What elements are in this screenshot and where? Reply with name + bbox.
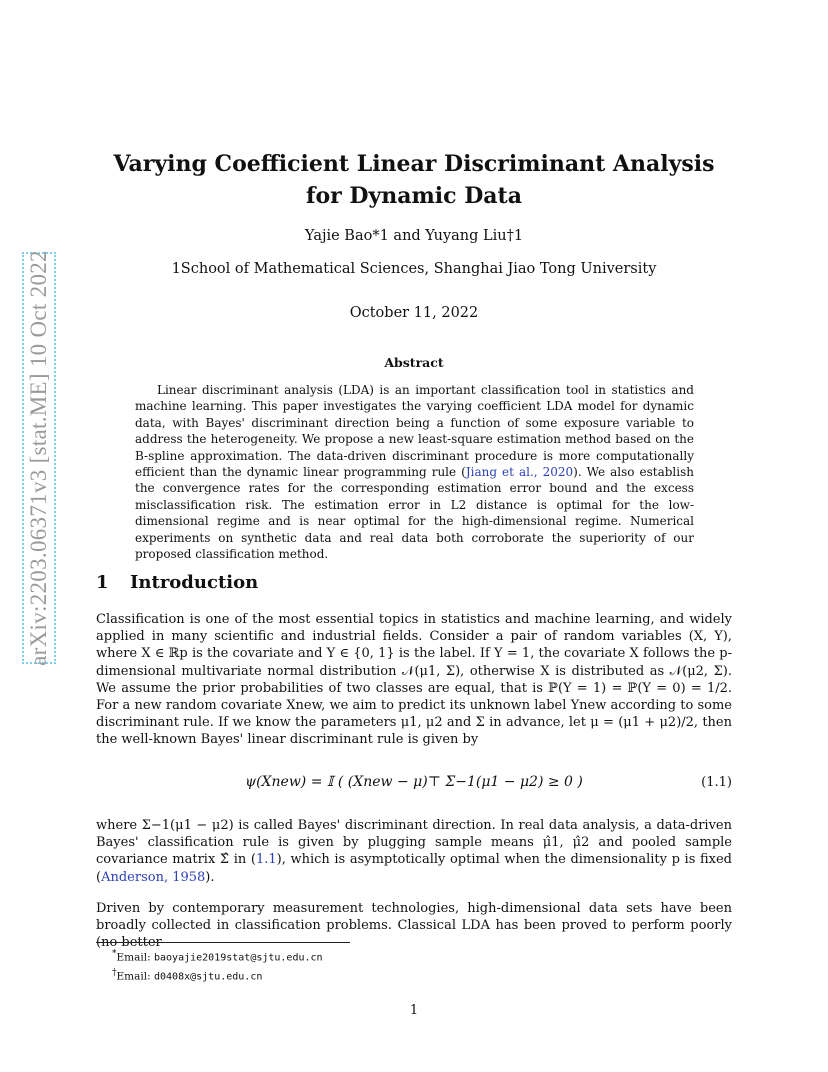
p2-part-c: ). bbox=[205, 869, 215, 885]
equation-ref-link[interactable]: 1.1 bbox=[255, 852, 277, 868]
abstract-part-2: ). We also establish the convergence rates for the corresponding estimation error bound and the excess misclassification risk. The estimation error in L2 distance is optimal for the low-dimensional regime and is near optimal for the high-dimensional regime. Numerical experiments on synthetic data and real data both corroborate the superiority of our proposed classification method. bbox=[135, 465, 694, 562]
section-heading bbox=[96, 572, 258, 593]
p2-part-a: where Σ−1(μ1 − μ2) is called Bayes' discriminant direction. In real data analysis, a data-driven Bayes' classification rule is given by plugging sample means μ̂1, μ̂2 and pooled sample covariance matrix Σ̂ in ( bbox=[96, 818, 732, 868]
abstract-text bbox=[135, 382, 694, 562]
p2-part-b: ), which is asymptotically optimal when the dimensionality p is fixed ( bbox=[96, 852, 732, 885]
intro-paragraph-2 bbox=[96, 817, 732, 886]
equation-number: (1.1) bbox=[701, 775, 732, 790]
email-2: d0408x@sjtu.edu.cn bbox=[153, 971, 263, 982]
affiliation: 1School of Mathematical Sciences, Shanghai Jiao Tong University bbox=[171, 261, 657, 277]
footnote-rule bbox=[96, 942, 350, 943]
page-number: 1 bbox=[409, 1003, 419, 1018]
equation-1-1 bbox=[96, 770, 732, 802]
footnote-label-2: Email: bbox=[116, 970, 154, 982]
arxiv-id-stamp[interactable]: arXiv:2203.06371v3 [stat.ME] 10 Oct 2022 bbox=[26, 250, 51, 666]
author-list: Yajie Bao*1 and Yuyang Liu†1 bbox=[304, 228, 524, 244]
footnote-2 bbox=[112, 966, 323, 985]
footnote-label-1: Email: bbox=[116, 951, 154, 964]
publication-date: October 11, 2022 bbox=[349, 305, 479, 321]
footnotes bbox=[112, 947, 323, 984]
section-title: Introduction bbox=[130, 572, 259, 593]
paper-title: Varying Coefficient Linear Discriminant Analysis for Dynamic Data bbox=[113, 151, 715, 209]
intro-paragraph-3: Driven by contemporary measurement technologies, high-dimensional data sets have been broadly collected in classification problems. Classical LDA has been proved to perform poorly (no better bbox=[96, 901, 732, 951]
section-number: 1 bbox=[96, 572, 109, 593]
abstract-part-1: Linear discriminant analysis (LDA) is an important classification tool in statistics and machine learning. This paper investigates the varying coefficient LDA model for dynamic data, with Bayes' discriminant direction being a function of some exposure variable to address the heterogeneity. We propose a new least-square estimation method based on the B-spline approximation. The data-driven discriminant procedure is more computationally efficient than the dynamic linear programming rule ( bbox=[135, 383, 694, 480]
arxiv-sidebar bbox=[22, 252, 56, 664]
footnote-mark-2: † bbox=[112, 967, 117, 978]
abstract-heading: Abstract bbox=[384, 355, 444, 370]
equation-body: ψ(Xnew) = 𝕀 ( (Xnew − μ)⊤ Σ−1(μ1 − μ2) ≥ 0 ) bbox=[245, 774, 583, 790]
footnote-mark-1: * bbox=[112, 949, 117, 959]
footnote-1 bbox=[112, 947, 323, 966]
citation-link-anderson[interactable]: Anderson, 1958 bbox=[101, 869, 206, 885]
email-1: baoyajie2019stat@sjtu.edu.cn bbox=[153, 952, 323, 964]
intro-paragraph-1: Classification is one of the most essential topics in statistics and machine learning, and widely applied in many scientific and industrial fields. Consider a pair of random variables (X, Y), where X ∈ ℝp is the covariate and Y ∈ {0, 1} is the label. If Y = 1, the covariate X follows the p-dimensional multivariate normal distribution 𝒩(μ1, Σ), otherwise X is distributed as 𝒩(μ2, Σ). We assume the prior probabilities of two classes are equal, that is ℙ(Y = 1) = ℙ(Y = 0) = 1/2. For a new random covariate Xnew, we aim to predict its unknown label Ynew according to some discriminant rule. If we know the parameters μ1, μ2 and Σ in advance, let μ = (μ1 + μ2)/2, then the well-known Bayes' linear discriminant rule is given by bbox=[96, 612, 732, 748]
citation-link[interactable]: Jiang et al., 2020 bbox=[465, 465, 574, 480]
